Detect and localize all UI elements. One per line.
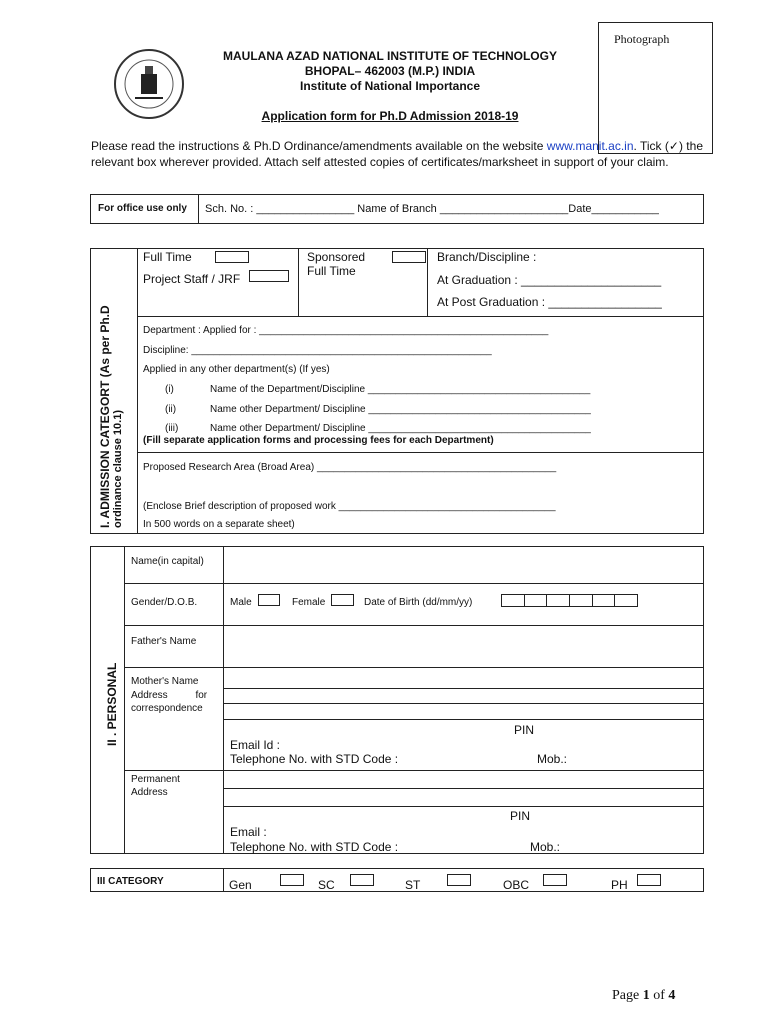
permanent-address-label-1: Permanent	[131, 774, 180, 785]
category-st-label: ST	[405, 878, 421, 892]
office-use-fields[interactable]: Sch. No. : ________________ Name of Branch _____________________Date___________	[205, 203, 659, 215]
fill-separate-note: (Fill separate application forms and processing fees for each Department)	[143, 435, 494, 446]
institute-address: BHOPAL– 462003 (M.P.) INDIA	[304, 64, 476, 78]
research-area-field[interactable]: Proposed Research Area (Broad Area) ___________________________________________	[143, 462, 557, 473]
category-gen-label: Gen	[229, 878, 252, 892]
telephone-field-2[interactable]: Telephone No. with STD Code :	[230, 840, 399, 854]
words-note: In 500 words on a separate sheet)	[143, 519, 295, 530]
other-department-label: Applied in any other department(s) (If yes)	[143, 364, 330, 375]
branch-discipline-label: Branch/Discipline :	[437, 250, 537, 264]
other-dept-num-3: (iii)	[165, 423, 179, 434]
gender-dob-label: Gender/D.O.B.	[131, 597, 198, 608]
institute-name: MAULANA AZAD NATIONAL INSTITUTE OF TECHNOLOGY	[223, 49, 557, 63]
address-correspondence-label-2: correspondence	[131, 703, 203, 714]
telephone-field[interactable]: Telephone No. with STD Code :	[230, 752, 399, 766]
website-link[interactable]: www.manit.ac.in	[546, 139, 634, 153]
full-time-checkbox[interactable]	[215, 251, 249, 263]
dob-label: Date of Birth (dd/mm/yy)	[364, 597, 473, 608]
category-sc-label: SC	[318, 878, 335, 892]
department-applied-field[interactable]: Department : Applied for : ____________________________________________________	[143, 325, 549, 336]
category-ph-label: PH	[611, 878, 628, 892]
personal-section-title: II . PERSONAL	[105, 662, 119, 746]
office-use-label: For office use only	[98, 203, 187, 214]
pin-label[interactable]: PIN	[514, 723, 535, 737]
instructions-text-1: Please read the instructions & Ph.D Ordinance/amendments available on the website	[91, 139, 547, 153]
other-dept-num-1: (i)	[165, 384, 174, 395]
project-staff-label: Project Staff / JRF	[143, 272, 241, 286]
email-id-field[interactable]: Email Id :	[230, 738, 281, 752]
female-label: Female	[292, 597, 326, 608]
mobile-field-2[interactable]: Mob.:	[530, 840, 561, 854]
form-title: Application form for Ph.D Admission 2018-19	[261, 109, 519, 123]
sponsored-checkbox[interactable]	[392, 251, 426, 263]
address-correspondence-label-1: Address for	[131, 690, 208, 701]
category-label: III CATEGORY	[97, 876, 164, 887]
enclose-description-field[interactable]: (Enclose Brief description of proposed work _______________________________________	[143, 501, 556, 512]
page-of: of	[649, 988, 669, 1003]
full-time-label: Full Time	[143, 250, 192, 264]
admission-section-subtitle: ordinance clause 10.1)	[112, 410, 124, 528]
permanent-address-label-2: Address	[131, 787, 168, 798]
mobile-field[interactable]: Mob.:	[537, 752, 568, 766]
page-current: 1	[642, 988, 650, 1003]
category-gen-checkbox[interactable]	[280, 874, 304, 886]
category-sc-checkbox[interactable]	[350, 874, 374, 886]
institute-logo	[113, 48, 185, 120]
category-st-checkbox[interactable]	[447, 874, 471, 886]
father-name-label: Father's Name	[131, 636, 197, 647]
female-checkbox[interactable]	[331, 594, 354, 606]
other-dept-field-3[interactable]: Name other Department/ Discipline ________________________________________	[210, 423, 591, 434]
admission-section-title: I. ADMISSION CATEGORT (As per Ph.D	[98, 305, 112, 528]
institute-tagline: Institute of National Importance	[299, 79, 480, 93]
sponsored-label: Sponsored	[307, 250, 366, 264]
page-number	[612, 988, 675, 1004]
father-name-input[interactable]	[226, 628, 700, 664]
male-label: Male	[230, 597, 252, 608]
photograph-box[interactable]	[598, 22, 713, 154]
dob-input[interactable]	[501, 594, 638, 607]
mother-name-label: Mother's Name	[131, 676, 199, 687]
photograph-label: Photograph	[614, 32, 670, 46]
at-post-graduation-field[interactable]: At Post Graduation : _________________	[437, 295, 662, 309]
instructions	[91, 138, 703, 170]
male-checkbox[interactable]	[258, 594, 280, 606]
pin-label-2[interactable]: PIN	[510, 809, 531, 823]
category-ph-checkbox[interactable]	[637, 874, 661, 886]
email-field-2[interactable]: Email :	[230, 825, 267, 839]
name-input[interactable]	[226, 549, 700, 581]
at-graduation-field[interactable]: At Graduation : _____________________	[437, 273, 662, 287]
instructions-text-2: . Tick (✓) the relevant box wherever provided. Attach self attested copies of certificates/marksheet in support of your claim.	[91, 139, 703, 169]
discipline-field[interactable]: Discipline: ______________________________________________________	[143, 345, 492, 356]
other-dept-field-2[interactable]: Name other Department/ Discipline ________________________________________	[210, 404, 591, 415]
name-label: Name(in capital)	[131, 556, 204, 567]
category-obc-label: OBC	[503, 878, 530, 892]
sponsored-full-time-label: Full Time	[307, 264, 356, 278]
page-total: 4	[668, 988, 676, 1003]
other-dept-field-1[interactable]: Name of the Department/Discipline ________________________________________	[210, 384, 591, 395]
project-staff-checkbox[interactable]	[249, 270, 289, 282]
other-dept-num-2: (ii)	[165, 404, 177, 415]
category-obc-checkbox[interactable]	[543, 874, 567, 886]
page-prefix: Page	[612, 988, 643, 1003]
